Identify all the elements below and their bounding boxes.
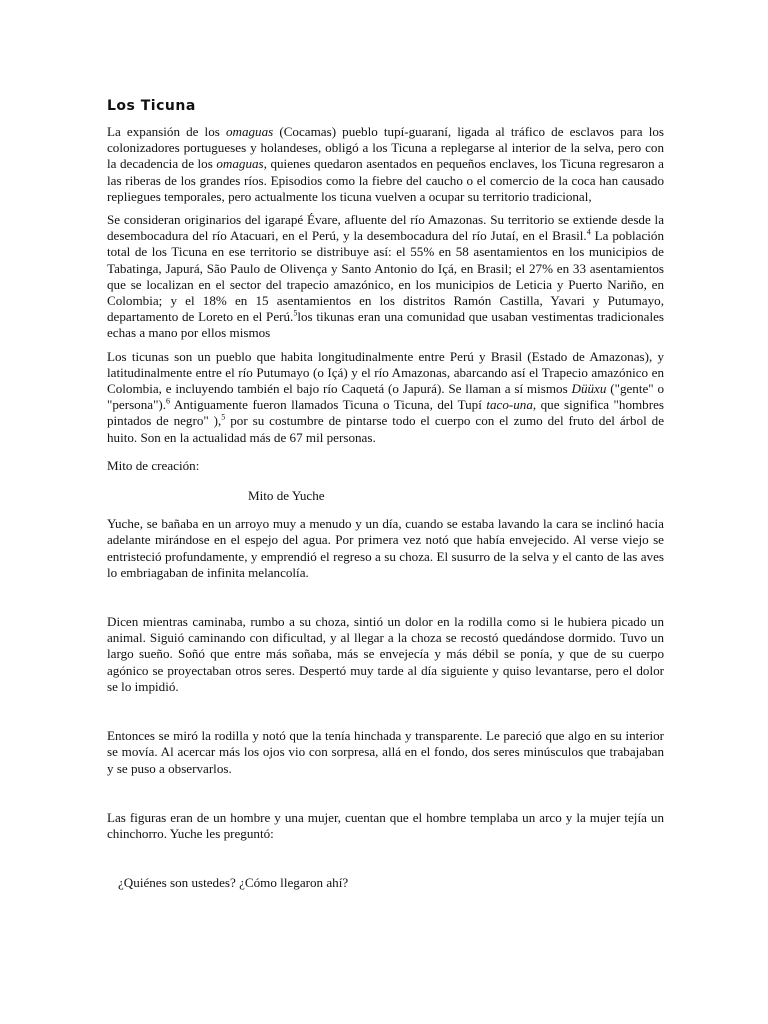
text-segment: La población total de los Ticuna en ese territorio se distribuye así: el 55% en 58 asentamientos en los municipios de Tabatinga, Japurá, São Paulo de Olivença y Santo Antonio do Içá, en Brasil; el 27% en 33 asentamientos que se localizan en el sector del trapecio amazónico, en los municipios de Leticia y Puerto Nariño, en Colombia; y el 18% en 15 asentamientos en los distritos Ramón Castilla, Yavari y Putumayo, departamento de Loreto en el Perú. [107, 228, 664, 325]
text-segment: (Cocamas) pueblo tupí-guaraní, ligada al tráfico de esclavos para los colonizadores portugueses y holandeses, obligó a los Ticuna a replegarse al interior de la selva, pero con la decadencia de los [107, 124, 664, 172]
italic-term: taco-una [486, 397, 533, 413]
paragraph-yuche-question: ¿Quiénes son ustedes? ¿Cómo llegaron ahí? [118, 875, 349, 891]
document-body [107, 98, 664, 898]
text-segment: Los ticunas son un pueblo que habita longitudinalmente entre Perú y Brasil (Estado de Amazonas), y latitudinalmente entre el río Putumayo (o Içá) y el río Amazonas, abarcando así el Trapecio amazónico en Colombia, e incluyendo también el bajo río Caquetá (o Japurá). Se llaman a sí mismos [107, 348, 664, 397]
heading-mito-creacion: Mito de creación: [107, 457, 200, 473]
text-segment: Se consideran originarios del igarapé Évare, afluente del río Amazonas. Su territorio se extiende desde la desembocadura del río Atacuari, en el Perú, y la desembocadura del río Jutaí, en el Brasil. [107, 212, 664, 244]
text-segment: por su costumbre de pintarse todo el cuerpo con el zumo del fruto del árbol de huito. Son en la actualidad más de 67 mil personas. [107, 413, 665, 445]
italic-term: Düüxu [571, 381, 607, 397]
paragraph-yuche-2: Dicen mientras caminaba, rumbo a su choza, sintió un dolor en la rodilla como si le hubiera picado un animal. Siguió caminando con dificultad, y al llegar a la choza se recostó quedándose dormido. Tuvo un largo sueño. Soñó que entre más soñaba, más se envejecía y más débil se ponía, y que de su cuerpo agónico se proyectaban otros seres. Despertó muy tarde al día siguiente y quiso levantarse, pero el dolor se lo impidió. [107, 614, 664, 694]
paragraph-yuche-4: Las figuras eran de un hombre y una mujer, cuentan que el hombre templaba un arco y la mujer tejía un chinchorro. Yuche les preguntó: [107, 809, 664, 841]
text-segment: los tikunas eran una comunidad que usaban vestimentas tradicionales echas a mano por ellos mismos [107, 309, 664, 341]
italic-term: omaguas [225, 124, 274, 139]
text-segment: , quienes quedaron asentados en pequeños enclaves, los Ticuna regresaron a las riberas de los grandes ríos. Episodios como la fiebre del caucho o el comercio de la coca han causado repliegues temporales, pero actualmente los ticuna vuelven a ocupar su territorio tradicional, [107, 156, 664, 204]
italic-term: omaguas [216, 156, 264, 172]
footnote-ref: 6 [166, 396, 171, 406]
paragraph-yuche-3: Entonces se miró la rodilla y notó que la tenía hinchada y transparente. Le pareció que algo en su interior se movía. Al acercar más los ojos vio con sorpresa, allá en el fondo, dos seres minúsculos que trabajaban y se puso a observarlos. [107, 728, 664, 776]
page-title: Los Ticuna [107, 98, 196, 114]
text-segment: ("gente" o "persona"). [107, 381, 665, 413]
text-segment: Antiguamente fueron llamados Ticuna o Ticuna, del Tupí [170, 397, 487, 413]
footnote-ref: 5 [293, 308, 298, 318]
paragraph-yuche-1: Yuche, se bañaba en un arroyo muy a menudo y un día, cuando se estaba lavando la cara se inclinó hacia adelante mirándose en el espejo del agua. Por primera vez notó que había envejecido. Al verse viejo se entristeció profundamente, y emprendió el regreso a su choza. El susurro de la selva y el canto de las aves lo embriagaban de infinita melancolía. [107, 516, 664, 580]
text-segment: La expansión de los [107, 124, 226, 139]
footnote-ref: 5 [221, 413, 226, 423]
text-segment: , que significa "hombres pintados de negro" ), [107, 397, 664, 429]
paragraph-territorio [107, 212, 664, 342]
paragraph-ticunas [107, 349, 664, 446]
paragraph-omaguas [107, 124, 664, 205]
heading-mito-yuche: Mito de Yuche [248, 488, 325, 504]
footnote-ref: 4 [586, 227, 591, 237]
